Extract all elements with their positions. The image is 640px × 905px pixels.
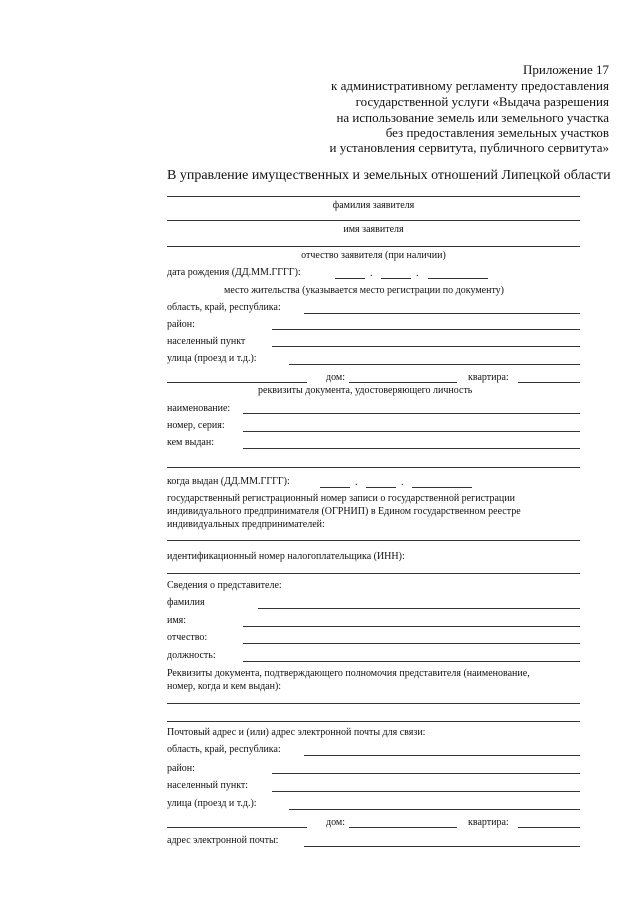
- header-line-6: и установления сервитута, публичного сервитута»: [329, 140, 609, 155]
- id-number-field[interactable]: [243, 431, 580, 432]
- contact-region-label: область, край, республика:: [167, 744, 281, 755]
- addressee: В управление имущественных и земельных отношений Липецкой области: [167, 168, 611, 183]
- locality-field[interactable]: [272, 346, 580, 347]
- district-field[interactable]: [272, 329, 580, 330]
- district-label: район:: [167, 319, 195, 330]
- street-label: улица (проезд и т.д.):: [167, 353, 257, 364]
- rep-position-field[interactable]: [243, 661, 580, 662]
- date-separator: .: [370, 268, 373, 279]
- contact-address-extra-field[interactable]: [167, 827, 307, 828]
- issue-date-label: когда выдан (ДД.ММ.ГГГГ):: [167, 476, 290, 487]
- email-label: адрес электронной почты:: [167, 835, 279, 846]
- rep-name-field[interactable]: [243, 626, 580, 627]
- contact-house-field[interactable]: [349, 827, 457, 828]
- authority-field[interactable]: [167, 703, 580, 704]
- issue-year-field[interactable]: [412, 487, 472, 488]
- issued-by-field-2[interactable]: [167, 467, 580, 468]
- rep-name-label: имя:: [167, 615, 187, 626]
- house-label: дом:: [326, 372, 346, 383]
- surname-field[interactable]: [167, 196, 580, 197]
- patronymic-caption: отчество заявителя (при наличии): [301, 250, 446, 261]
- contact-street-field[interactable]: [289, 809, 580, 810]
- issue-day-field[interactable]: [320, 487, 350, 488]
- id-name-field[interactable]: [243, 413, 580, 414]
- region-label: область, край, республика:: [167, 302, 281, 313]
- date-separator: .: [401, 477, 404, 488]
- rep-surname-field[interactable]: [258, 608, 580, 609]
- house-field[interactable]: [349, 382, 457, 383]
- contact-district-field[interactable]: [272, 773, 580, 774]
- rep-position-label: должность:: [167, 650, 216, 661]
- contact-locality-field[interactable]: [272, 791, 580, 792]
- contact-locality-label: населенный пункт:: [167, 780, 249, 791]
- ogrnip-line-3: индивидуальных предпринимателей:: [167, 519, 325, 530]
- inn-field[interactable]: [167, 573, 580, 574]
- representative-title: Сведения о представителе:: [167, 580, 282, 591]
- date-separator: .: [416, 268, 419, 279]
- contact-title: Почтовый адрес и (или) адрес электронной почты для связи:: [167, 727, 426, 738]
- header-line-5: без предоставления земельных участков: [385, 125, 609, 140]
- street-field[interactable]: [289, 364, 580, 365]
- header-line-4: на использование земель или земельного участка: [336, 110, 609, 125]
- id-name-label: наименование:: [167, 403, 231, 414]
- appendix-number: Приложение 17: [522, 62, 609, 77]
- residence-caption: место жительства (указывается место регистрации по документу): [224, 285, 505, 296]
- date-separator: .: [355, 477, 358, 488]
- patronymic-field[interactable]: [167, 246, 580, 247]
- id-document-caption: реквизиты документа, удостоверяющего личность: [258, 385, 473, 396]
- region-field[interactable]: [304, 313, 580, 314]
- name-caption: имя заявителя: [343, 224, 404, 235]
- rep-patronymic-label: отчество:: [167, 632, 208, 643]
- apartment-label: квартира:: [468, 372, 509, 383]
- locality-label: населенный пункт: [167, 336, 246, 347]
- address-extra-field[interactable]: [167, 382, 307, 383]
- email-field[interactable]: [304, 846, 580, 847]
- birth-month-field[interactable]: [381, 278, 411, 279]
- contact-apartment-field[interactable]: [518, 827, 580, 828]
- surname-caption: фамилия заявителя: [332, 200, 415, 211]
- apartment-field[interactable]: [518, 382, 580, 383]
- issued-by-field[interactable]: [243, 448, 580, 449]
- issue-month-field[interactable]: [366, 487, 396, 488]
- ogrnip-line-2: индивидуального предпринимателя (ОГРНИП) в Едином государственном реестре: [167, 506, 521, 517]
- rep-surname-label: фамилия: [167, 597, 205, 608]
- ogrnip-line-1: государственный регистрационный номер записи о государственной регистрации: [167, 493, 515, 504]
- inn-label: идентификационный номер налогоплательщика (ИНН):: [167, 551, 405, 562]
- name-field[interactable]: [167, 220, 580, 221]
- contact-apartment-label: квартира:: [468, 817, 509, 828]
- ogrnip-field[interactable]: [167, 540, 580, 541]
- contact-house-label: дом:: [326, 817, 346, 828]
- authority-line-2: номер, когда и кем выдан):: [167, 681, 282, 692]
- contact-street-label: улица (проезд и т.д.):: [167, 798, 257, 809]
- header-line-3: государственной услуги «Выдача разрешения: [355, 94, 609, 109]
- rep-patronymic-field[interactable]: [243, 643, 580, 644]
- issued-by-label: кем выдан:: [167, 437, 214, 448]
- birth-day-field[interactable]: [335, 278, 365, 279]
- contact-district-label: район:: [167, 763, 195, 774]
- contact-region-field[interactable]: [304, 755, 580, 756]
- authority-line-1: Реквизиты документа, подтверждающего полномочия представителя (наименование,: [167, 668, 530, 679]
- authority-field-2[interactable]: [167, 721, 580, 722]
- birth-date-label: дата рождения (ДД.ММ.ГГГГ):: [167, 267, 301, 278]
- birth-year-field[interactable]: [428, 278, 488, 279]
- header-line-2: к административному регламенту предоставления: [331, 78, 609, 93]
- id-number-label: номер, серия:: [167, 420, 225, 431]
